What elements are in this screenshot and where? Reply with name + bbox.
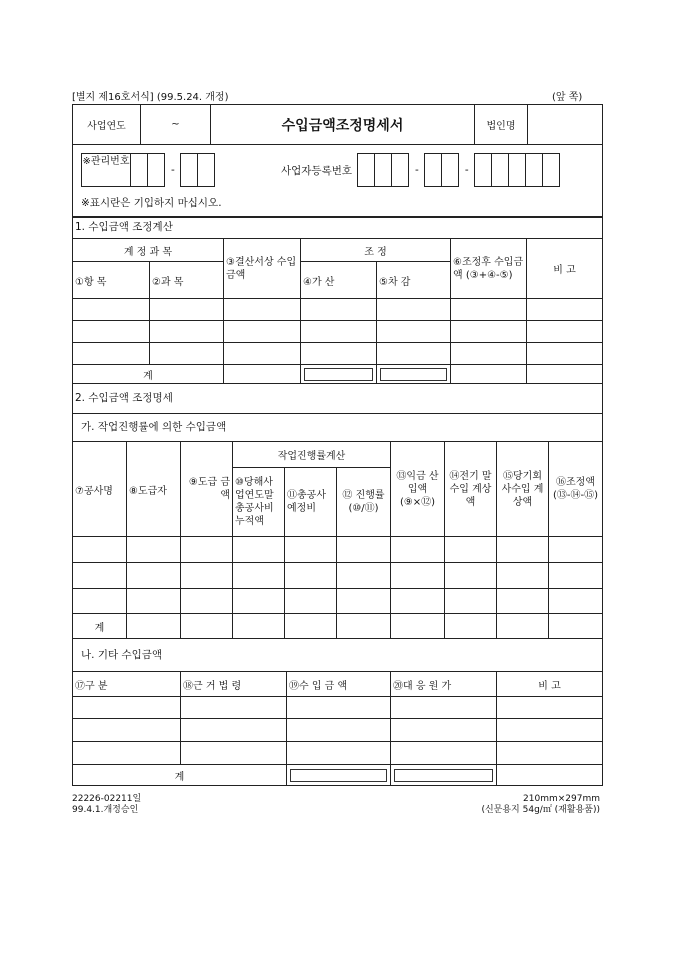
- after-header: ⑥조정후 수입금액 (③+④-⑤): [451, 239, 527, 299]
- adjust-header: 조 정: [301, 239, 451, 262]
- col-category: ⑰구 분: [73, 672, 181, 697]
- business-registration-number[interactable]: [281, 153, 560, 187]
- total-row[interactable]: [73, 365, 603, 384]
- col-project: ⑦공사명: [73, 442, 127, 537]
- section2a-title: 가. 작업진행률에 의한 수입금액: [72, 413, 603, 442]
- dash: -: [171, 164, 175, 176]
- remark-header: 비 고: [527, 239, 603, 299]
- col-cumulative-cost: ⑩당해사업연도말 총공사비 누적액: [233, 468, 285, 537]
- table-row[interactable]: [73, 719, 603, 742]
- total-row[interactable]: [73, 614, 603, 639]
- col-contract-amount: ⑨도급 금액: [181, 442, 233, 537]
- header-table: [72, 104, 603, 145]
- add-header: ④가 산: [301, 262, 377, 299]
- total-label: 계: [73, 765, 287, 786]
- col-progress-rate: ⑫ 진행률 (⑩/⑪): [337, 468, 391, 537]
- mgmt-label: ※관리번호: [81, 153, 131, 187]
- footer-left: [72, 794, 141, 816]
- table-row[interactable]: [73, 343, 603, 365]
- col-remark: 비 고: [497, 672, 603, 697]
- biz-no-label: 사업자등록번호: [281, 164, 353, 177]
- dash: -: [464, 164, 469, 176]
- adjustment-table: [72, 238, 603, 384]
- paper-size: 210mm×297mm: [523, 794, 600, 804]
- col-current: ⑮당기회 사수입 계상액: [497, 442, 549, 537]
- col-legal-basis: ⑱근 거 법 령: [181, 672, 287, 697]
- col-prior: ⑭전기 말수입 계상액: [445, 442, 497, 537]
- section1-title: 1. 수입금액 조정계산: [72, 216, 603, 239]
- table-row[interactable]: [73, 742, 603, 765]
- section2b-title: 나. 기타 수입금액: [72, 638, 603, 672]
- management-number[interactable]: [81, 153, 215, 187]
- corp-label: 법인명: [475, 105, 528, 145]
- table-row[interactable]: [73, 563, 603, 589]
- total-row[interactable]: [73, 765, 603, 786]
- form-reference: [별지 제16호서식] (99.5.24. 개정): [72, 92, 229, 103]
- corp-name-field[interactable]: [528, 105, 603, 145]
- progress-table: [72, 441, 603, 639]
- business-year-field[interactable]: [141, 105, 211, 145]
- account-header: 계 정 과 목: [73, 239, 224, 262]
- year-label: 사업연도: [73, 105, 141, 145]
- table-row[interactable]: [73, 537, 603, 563]
- sub-header: ⑤차 감: [377, 262, 451, 299]
- total-label: 계: [73, 614, 127, 639]
- note: ※표시란은 기입하지 마십시오.: [81, 197, 222, 209]
- col-adjustment: ⑯조정액 (⑬-⑭-⑮): [549, 442, 603, 537]
- form-code: 22226-02211일: [72, 794, 142, 804]
- other-revenue-table: [72, 671, 603, 786]
- page-side: (앞 쪽): [552, 92, 583, 103]
- col-revenue-amount: ⑲수 입 금 액: [287, 672, 391, 697]
- dash: -: [415, 164, 419, 176]
- table-row[interactable]: [73, 321, 603, 343]
- col-contractor: ⑧도급자: [127, 442, 181, 537]
- total-label: 계: [73, 365, 224, 384]
- table-row[interactable]: [73, 299, 603, 321]
- subject-header: ②과 목: [150, 262, 224, 299]
- settled-header: ③결산서상 수입금액: [224, 239, 301, 299]
- progress-calc-header: 작업진행률계산: [233, 442, 391, 468]
- item-header: ①항 목: [73, 262, 150, 299]
- form-title: 수입금액조정명세서: [211, 105, 475, 145]
- paper-type: (신문용지 54g/㎡ (재활용품)): [481, 805, 600, 815]
- col-estimated-cost: ⑪총공사 예정비: [285, 468, 337, 537]
- col-cost: ⑳대 응 원 가: [391, 672, 497, 697]
- approval-date: 99.4.1.개정승인: [72, 805, 139, 815]
- section2-title: 2. 수입금액 조정명세: [72, 383, 603, 414]
- col-revenue: ⑬익금 산입액 (⑨×⑫): [391, 442, 445, 537]
- date-separator: ~: [171, 119, 180, 130]
- table-row[interactable]: [73, 697, 603, 719]
- table-row[interactable]: [73, 589, 603, 614]
- management-section: [72, 144, 603, 218]
- footer-right: [481, 794, 600, 816]
